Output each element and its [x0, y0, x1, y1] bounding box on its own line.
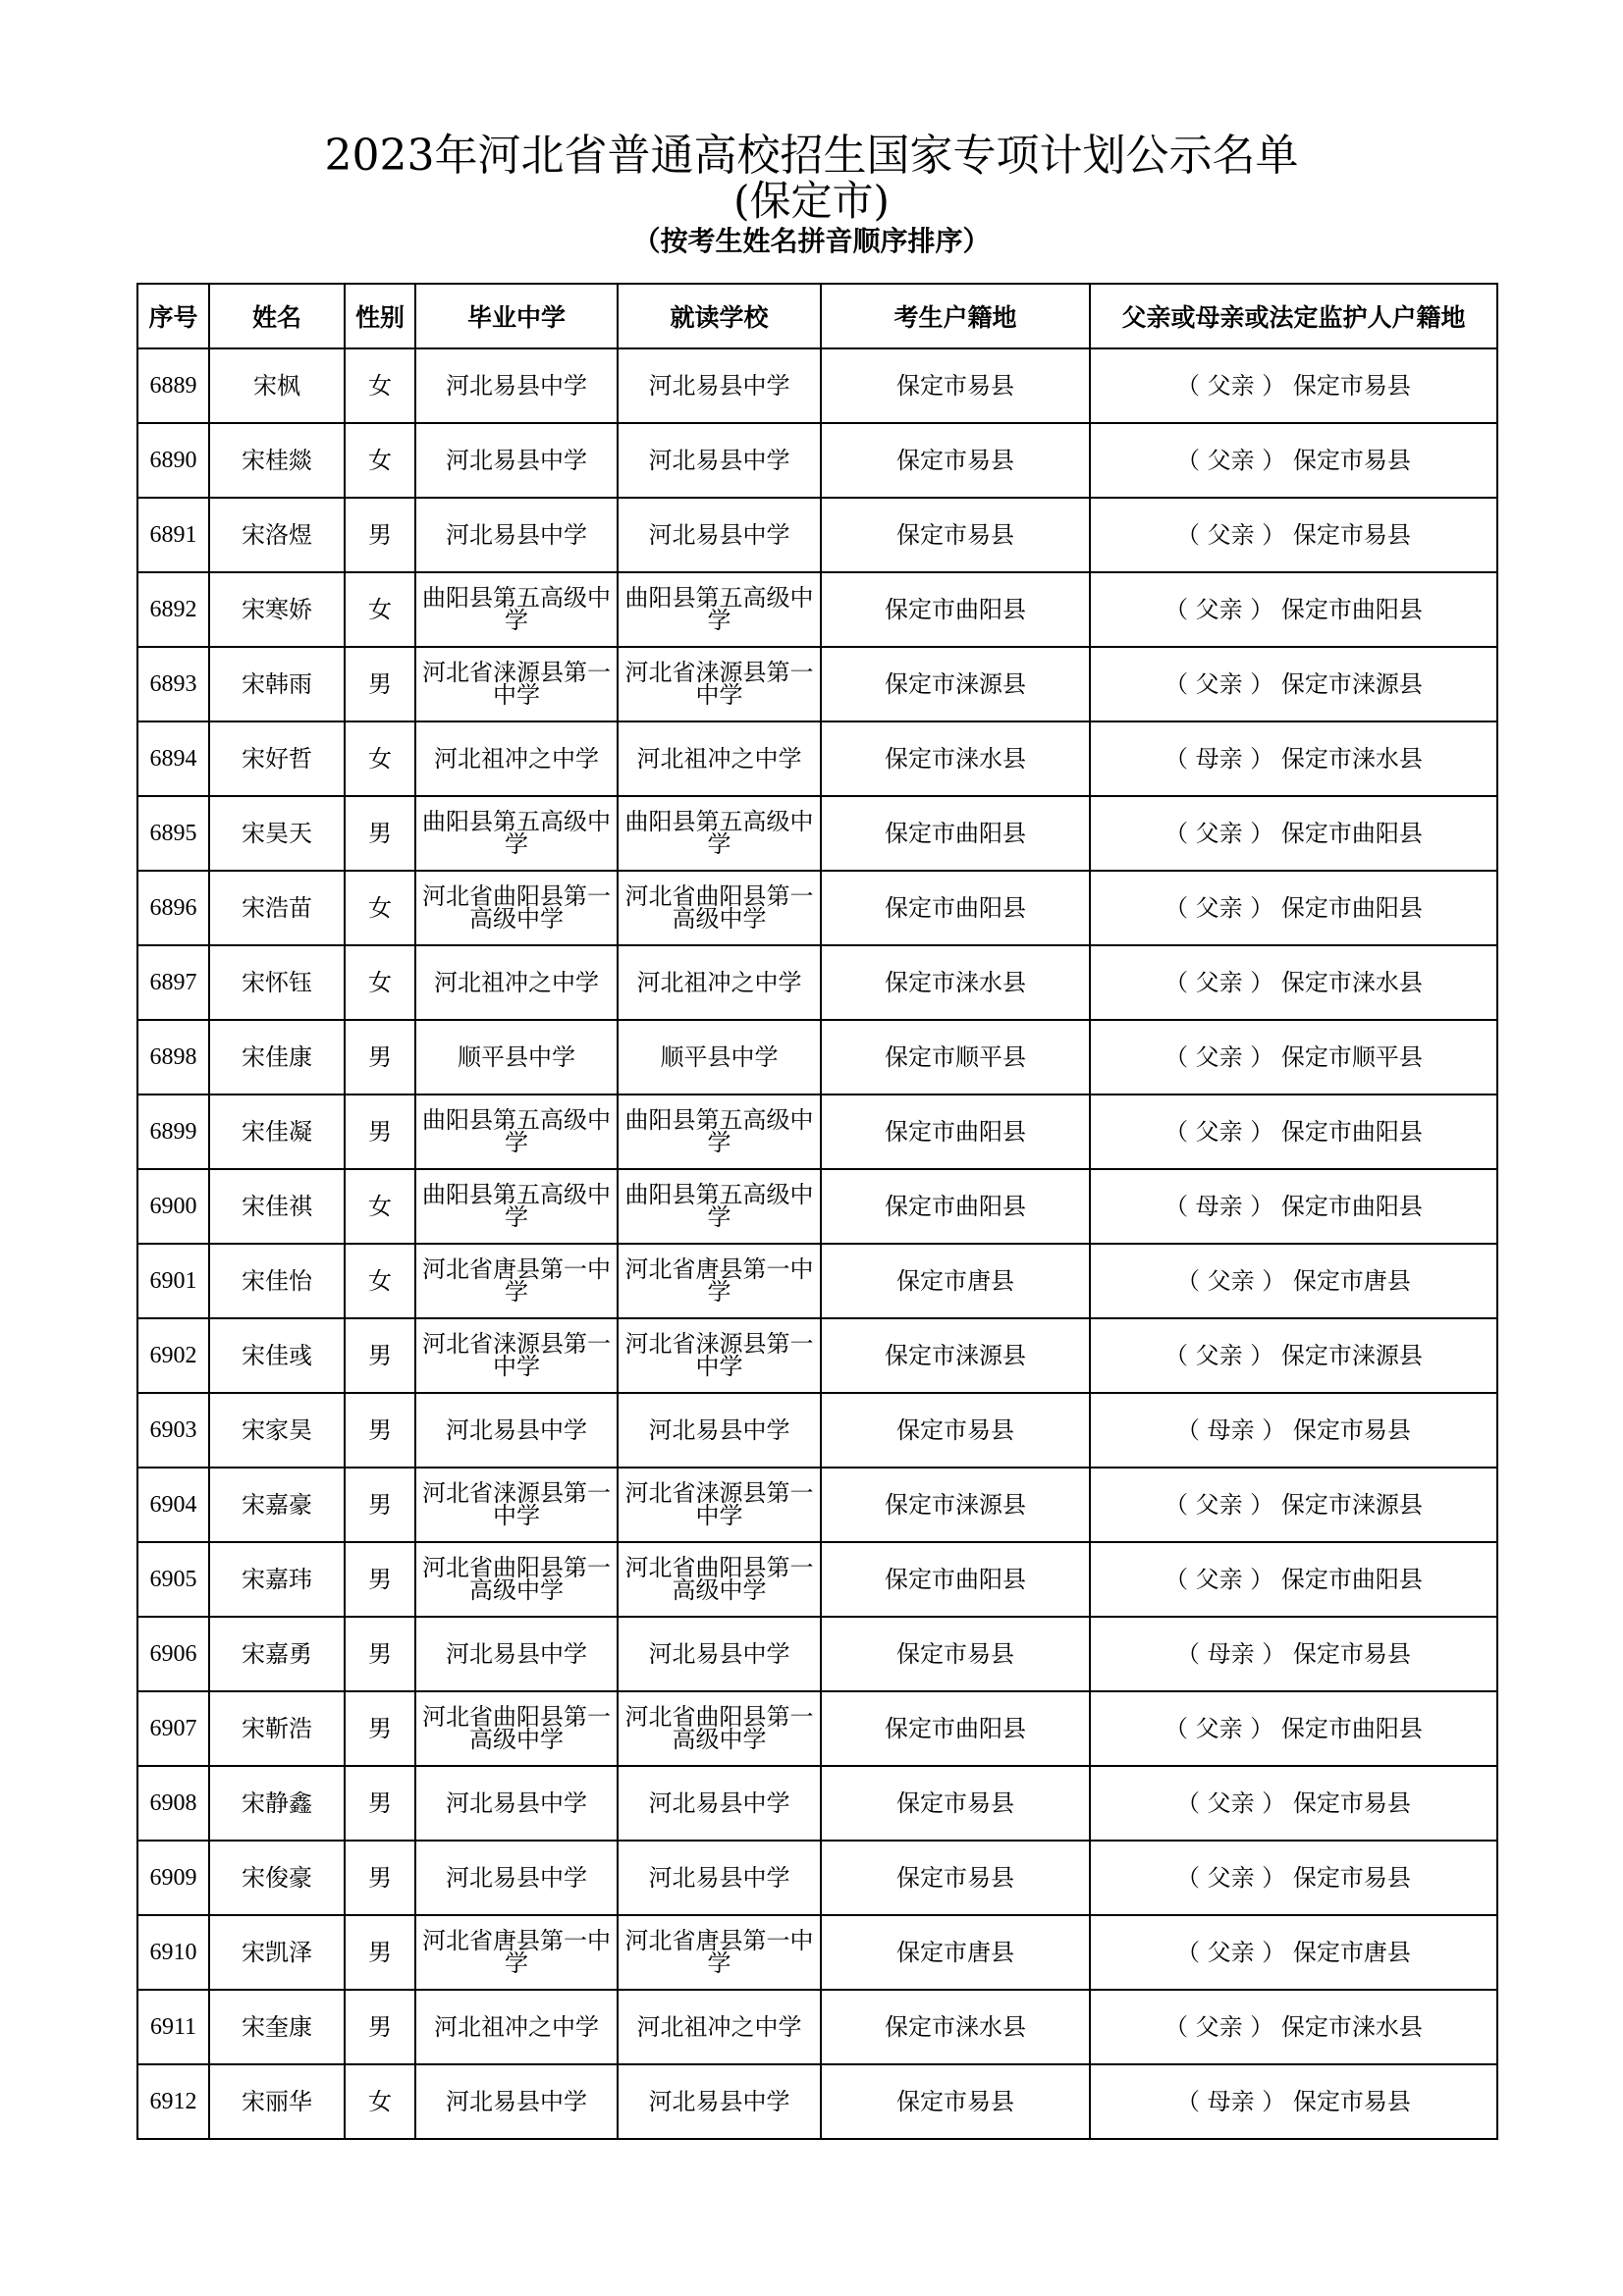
table-row	[137, 572, 1497, 647]
table-row	[137, 1766, 1497, 1841]
cell-name: 宋静鑫	[209, 1766, 345, 1841]
cell-student-residence: 保定市涞源县	[821, 1468, 1090, 1542]
cell-guardian-residence: （ 父亲 ） 保定市易县	[1090, 1766, 1497, 1841]
cell-guardian-residence: （ 父亲 ） 保定市顺平县	[1090, 1020, 1497, 1095]
header-cell-student-residence: 考生户籍地	[821, 284, 1090, 348]
cell-current-school: 河北省曲阳县第一高级中学	[618, 1691, 821, 1766]
cell-guardian-residence: （ 父亲 ） 保定市曲阳县	[1090, 572, 1497, 647]
table-row	[137, 1990, 1497, 2064]
table-row	[137, 1841, 1497, 1915]
cell-graduated-school: 河北省曲阳县第一高级中学	[415, 1691, 618, 1766]
cell-graduated-school: 曲阳县第五高级中学	[415, 1169, 618, 1244]
cell-name: 宋佳凝	[209, 1095, 345, 1169]
cell-current-school: 河北省曲阳县第一高级中学	[618, 871, 821, 945]
cell-name: 宋佳怡	[209, 1244, 345, 1318]
cell-serial: 6903	[137, 1393, 209, 1468]
cell-graduated-school: 曲阳县第五高级中学	[415, 572, 618, 647]
cell-name: 宋枫	[209, 348, 345, 423]
table-row	[137, 348, 1497, 423]
cell-name: 宋洛煜	[209, 498, 345, 572]
cell-current-school: 河北易县中学	[618, 1617, 821, 1691]
cell-current-school: 河北易县中学	[618, 348, 821, 423]
cell-serial: 6900	[137, 1169, 209, 1244]
cell-name: 宋丽华	[209, 2064, 345, 2139]
table-row	[137, 796, 1497, 871]
table-row	[137, 1095, 1497, 1169]
table-row	[137, 423, 1497, 498]
cell-name: 宋凯泽	[209, 1915, 345, 1990]
cell-graduated-school: 河北省涞源县第一中学	[415, 647, 618, 721]
cell-student-residence: 保定市曲阳县	[821, 1095, 1090, 1169]
header-row	[137, 284, 1497, 348]
cell-student-residence: 保定市曲阳县	[821, 796, 1090, 871]
cell-name: 宋嘉豪	[209, 1468, 345, 1542]
cell-name: 宋桂燚	[209, 423, 345, 498]
cell-guardian-residence: （ 父亲 ） 保定市涞源县	[1090, 1468, 1497, 1542]
table-row	[137, 1393, 1497, 1468]
cell-current-school: 河北祖冲之中学	[618, 721, 821, 796]
table-row	[137, 1020, 1497, 1095]
cell-serial: 6904	[137, 1468, 209, 1542]
cell-gender: 女	[345, 2064, 415, 2139]
cell-student-residence: 保定市易县	[821, 2064, 1090, 2139]
cell-gender: 男	[345, 1020, 415, 1095]
cell-guardian-residence: （ 母亲 ） 保定市易县	[1090, 1393, 1497, 1468]
cell-current-school: 河北祖冲之中学	[618, 1990, 821, 2064]
table-row	[137, 647, 1497, 721]
cell-guardian-residence: （ 父亲 ） 保定市易县	[1090, 348, 1497, 423]
cell-current-school: 河北易县中学	[618, 1393, 821, 1468]
cell-current-school: 曲阳县第五高级中学	[618, 572, 821, 647]
cell-graduated-school: 河北省曲阳县第一高级中学	[415, 1542, 618, 1617]
cell-student-residence: 保定市易县	[821, 1617, 1090, 1691]
cell-guardian-residence: （ 父亲 ） 保定市曲阳县	[1090, 796, 1497, 871]
cell-name: 宋俊豪	[209, 1841, 345, 1915]
cell-name: 宋佳彧	[209, 1318, 345, 1393]
table-row	[137, 1542, 1497, 1617]
cell-graduated-school: 河北祖冲之中学	[415, 721, 618, 796]
cell-serial: 6908	[137, 1766, 209, 1841]
cell-graduated-school: 河北省唐县第一中学	[415, 1915, 618, 1990]
cell-graduated-school: 曲阳县第五高级中学	[415, 796, 618, 871]
cell-name: 宋怀钰	[209, 945, 345, 1020]
cell-gender: 男	[345, 1542, 415, 1617]
cell-graduated-school: 河北易县中学	[415, 1617, 618, 1691]
cell-name: 宋浩苗	[209, 871, 345, 945]
cell-gender: 男	[345, 1691, 415, 1766]
cell-guardian-residence: （ 父亲 ） 保定市涞水县	[1090, 945, 1497, 1020]
cell-serial: 6892	[137, 572, 209, 647]
cell-current-school: 曲阳县第五高级中学	[618, 796, 821, 871]
cell-name: 宋嘉玮	[209, 1542, 345, 1617]
cell-gender: 男	[345, 498, 415, 572]
cell-name: 宋嘉勇	[209, 1617, 345, 1691]
cell-serial: 6906	[137, 1617, 209, 1691]
cell-student-residence: 保定市唐县	[821, 1244, 1090, 1318]
cell-name: 宋佳康	[209, 1020, 345, 1095]
cell-student-residence: 保定市易县	[821, 1841, 1090, 1915]
cell-guardian-residence: （ 父亲 ） 保定市曲阳县	[1090, 871, 1497, 945]
header-cell-graduated-school: 毕业中学	[415, 284, 618, 348]
cell-current-school: 河北省涞源县第一中学	[618, 647, 821, 721]
cell-graduated-school: 河北易县中学	[415, 1841, 618, 1915]
cell-gender: 男	[345, 1318, 415, 1393]
cell-current-school: 曲阳县第五高级中学	[618, 1169, 821, 1244]
cell-serial: 6896	[137, 871, 209, 945]
cell-graduated-school: 河北祖冲之中学	[415, 1990, 618, 2064]
cell-guardian-residence: （ 父亲 ） 保定市涞源县	[1090, 1318, 1497, 1393]
cell-student-residence: 保定市易县	[821, 498, 1090, 572]
cell-guardian-residence: （ 父亲 ） 保定市曲阳县	[1090, 1095, 1497, 1169]
cell-current-school: 河北易县中学	[618, 1766, 821, 1841]
cell-graduated-school: 河北祖冲之中学	[415, 945, 618, 1020]
cell-current-school: 河北易县中学	[618, 2064, 821, 2139]
cell-guardian-residence: （ 父亲 ） 保定市唐县	[1090, 1915, 1497, 1990]
cell-serial: 6911	[137, 1990, 209, 2064]
table-row	[137, 945, 1497, 1020]
cell-serial: 6897	[137, 945, 209, 1020]
cell-gender: 男	[345, 796, 415, 871]
cell-gender: 男	[345, 1617, 415, 1691]
cell-serial: 6893	[137, 647, 209, 721]
cell-graduated-school: 河北省曲阳县第一高级中学	[415, 871, 618, 945]
header-cell-name: 姓名	[209, 284, 345, 348]
cell-guardian-residence: （ 母亲 ） 保定市曲阳县	[1090, 1169, 1497, 1244]
cell-current-school: 顺平县中学	[618, 1020, 821, 1095]
cell-serial: 6905	[137, 1542, 209, 1617]
table-row	[137, 871, 1497, 945]
cell-student-residence: 保定市易县	[821, 348, 1090, 423]
cell-guardian-residence: （ 父亲 ） 保定市唐县	[1090, 1244, 1497, 1318]
cell-current-school: 河北省涞源县第一中学	[618, 1318, 821, 1393]
cell-guardian-residence: （ 父亲 ） 保定市易县	[1090, 1841, 1497, 1915]
cell-guardian-residence: （ 父亲 ） 保定市涞源县	[1090, 647, 1497, 721]
cell-name: 宋奎康	[209, 1990, 345, 2064]
cell-serial: 6889	[137, 348, 209, 423]
cell-gender: 男	[345, 1095, 415, 1169]
cell-current-school: 河北省唐县第一中学	[618, 1244, 821, 1318]
cell-serial: 6909	[137, 1841, 209, 1915]
cell-serial: 6890	[137, 423, 209, 498]
cell-current-school: 曲阳县第五高级中学	[618, 1095, 821, 1169]
header-cell-gender: 性别	[345, 284, 415, 348]
cell-serial: 6910	[137, 1915, 209, 1990]
table-row	[137, 1169, 1497, 1244]
cell-student-residence: 保定市唐县	[821, 1915, 1090, 1990]
cell-student-residence: 保定市曲阳县	[821, 1542, 1090, 1617]
table-row	[137, 1617, 1497, 1691]
table-row	[137, 2064, 1497, 2139]
table-row	[137, 1915, 1497, 1990]
table-row	[137, 498, 1497, 572]
cell-graduated-school: 曲阳县第五高级中学	[415, 1095, 618, 1169]
cell-serial: 6901	[137, 1244, 209, 1318]
cell-graduated-school: 顺平县中学	[415, 1020, 618, 1095]
cell-guardian-residence: （ 母亲 ） 保定市涞水县	[1090, 721, 1497, 796]
document-title: 2023年河北省普通高校招生国家专项计划公示名单	[324, 131, 1299, 181]
cell-name: 宋寒娇	[209, 572, 345, 647]
cell-student-residence: 保定市易县	[821, 1766, 1090, 1841]
cell-guardian-residence: （ 父亲 ） 保定市曲阳县	[1090, 1691, 1497, 1766]
table-row	[137, 1244, 1497, 1318]
cell-student-residence: 保定市易县	[821, 1393, 1090, 1468]
cell-current-school: 河北省唐县第一中学	[618, 1915, 821, 1990]
cell-gender: 女	[345, 871, 415, 945]
cell-student-residence: 保定市涞源县	[821, 1318, 1090, 1393]
cell-guardian-residence: （ 母亲 ） 保定市易县	[1090, 2064, 1497, 2139]
cell-serial: 6912	[137, 2064, 209, 2139]
cell-gender: 女	[345, 945, 415, 1020]
cell-student-residence: 保定市涞水县	[821, 945, 1090, 1020]
cell-guardian-residence: （ 母亲 ） 保定市易县	[1090, 1617, 1497, 1691]
cell-serial: 6899	[137, 1095, 209, 1169]
cell-guardian-residence: （ 父亲 ） 保定市涞水县	[1090, 1990, 1497, 2064]
cell-gender: 女	[345, 1244, 415, 1318]
cell-student-residence: 保定市涞水县	[821, 1990, 1090, 2064]
cell-graduated-school: 河北易县中学	[415, 498, 618, 572]
cell-gender: 男	[345, 1915, 415, 1990]
cell-graduated-school: 河北易县中学	[415, 348, 618, 423]
cell-graduated-school: 河北易县中学	[415, 423, 618, 498]
cell-current-school: 河北易县中学	[618, 423, 821, 498]
sort-note: （按考生姓名拼音顺序排序）	[632, 225, 991, 257]
cell-gender: 男	[345, 1468, 415, 1542]
cell-gender: 女	[345, 423, 415, 498]
cell-serial: 6894	[137, 721, 209, 796]
cell-student-residence: 保定市曲阳县	[821, 871, 1090, 945]
cell-gender: 男	[345, 1841, 415, 1915]
cell-gender: 男	[345, 1393, 415, 1468]
cell-student-residence: 保定市顺平县	[821, 1020, 1090, 1095]
cell-serial: 6907	[137, 1691, 209, 1766]
cell-name: 宋佳祺	[209, 1169, 345, 1244]
cell-gender: 女	[345, 348, 415, 423]
cell-current-school: 河北省曲阳县第一高级中学	[618, 1542, 821, 1617]
cell-serial: 6895	[137, 796, 209, 871]
cell-student-residence: 保定市曲阳县	[821, 1169, 1090, 1244]
cell-name: 宋家昊	[209, 1393, 345, 1468]
cell-serial: 6898	[137, 1020, 209, 1095]
cell-guardian-residence: （ 父亲 ） 保定市曲阳县	[1090, 1542, 1497, 1617]
cell-current-school: 河北省涞源县第一中学	[618, 1468, 821, 1542]
header-cell-current-school: 就读学校	[618, 284, 821, 348]
cell-current-school: 河北易县中学	[618, 498, 821, 572]
cell-graduated-school: 河北省唐县第一中学	[415, 1244, 618, 1318]
cell-gender: 女	[345, 721, 415, 796]
header-cell-serial: 序号	[137, 284, 209, 348]
cell-gender: 男	[345, 647, 415, 721]
table-row	[137, 1691, 1497, 1766]
cell-gender: 男	[345, 1766, 415, 1841]
header-cell-guardian-residence: 父亲或母亲或法定监护人户籍地	[1090, 284, 1497, 348]
cell-student-residence: 保定市曲阳县	[821, 572, 1090, 647]
cell-gender: 女	[345, 1169, 415, 1244]
cell-student-residence: 保定市涞源县	[821, 647, 1090, 721]
cell-guardian-residence: （ 父亲 ） 保定市易县	[1090, 498, 1497, 572]
cell-graduated-school: 河北易县中学	[415, 1766, 618, 1841]
cell-guardian-residence: （ 父亲 ） 保定市易县	[1090, 423, 1497, 498]
cell-name: 宋靳浩	[209, 1691, 345, 1766]
cell-current-school: 河北易县中学	[618, 1841, 821, 1915]
cell-gender: 女	[345, 572, 415, 647]
roster-table	[136, 283, 1498, 2140]
cell-graduated-school: 河北省涞源县第一中学	[415, 1318, 618, 1393]
cell-current-school: 河北祖冲之中学	[618, 945, 821, 1020]
table-row	[137, 1468, 1497, 1542]
cell-name: 宋韩雨	[209, 647, 345, 721]
cell-gender: 男	[345, 1990, 415, 2064]
cell-student-residence: 保定市曲阳县	[821, 1691, 1090, 1766]
cell-name: 宋昊天	[209, 796, 345, 871]
cell-student-residence: 保定市涞水县	[821, 721, 1090, 796]
cell-graduated-school: 河北省涞源县第一中学	[415, 1468, 618, 1542]
cell-graduated-school: 河北易县中学	[415, 1393, 618, 1468]
cell-serial: 6891	[137, 498, 209, 572]
cell-name: 宋好哲	[209, 721, 345, 796]
cell-student-residence: 保定市易县	[821, 423, 1090, 498]
cell-serial: 6902	[137, 1318, 209, 1393]
document-subtitle: (保定市)	[733, 177, 890, 225]
table-row	[137, 1318, 1497, 1393]
table-row	[137, 721, 1497, 796]
cell-graduated-school: 河北易县中学	[415, 2064, 618, 2139]
